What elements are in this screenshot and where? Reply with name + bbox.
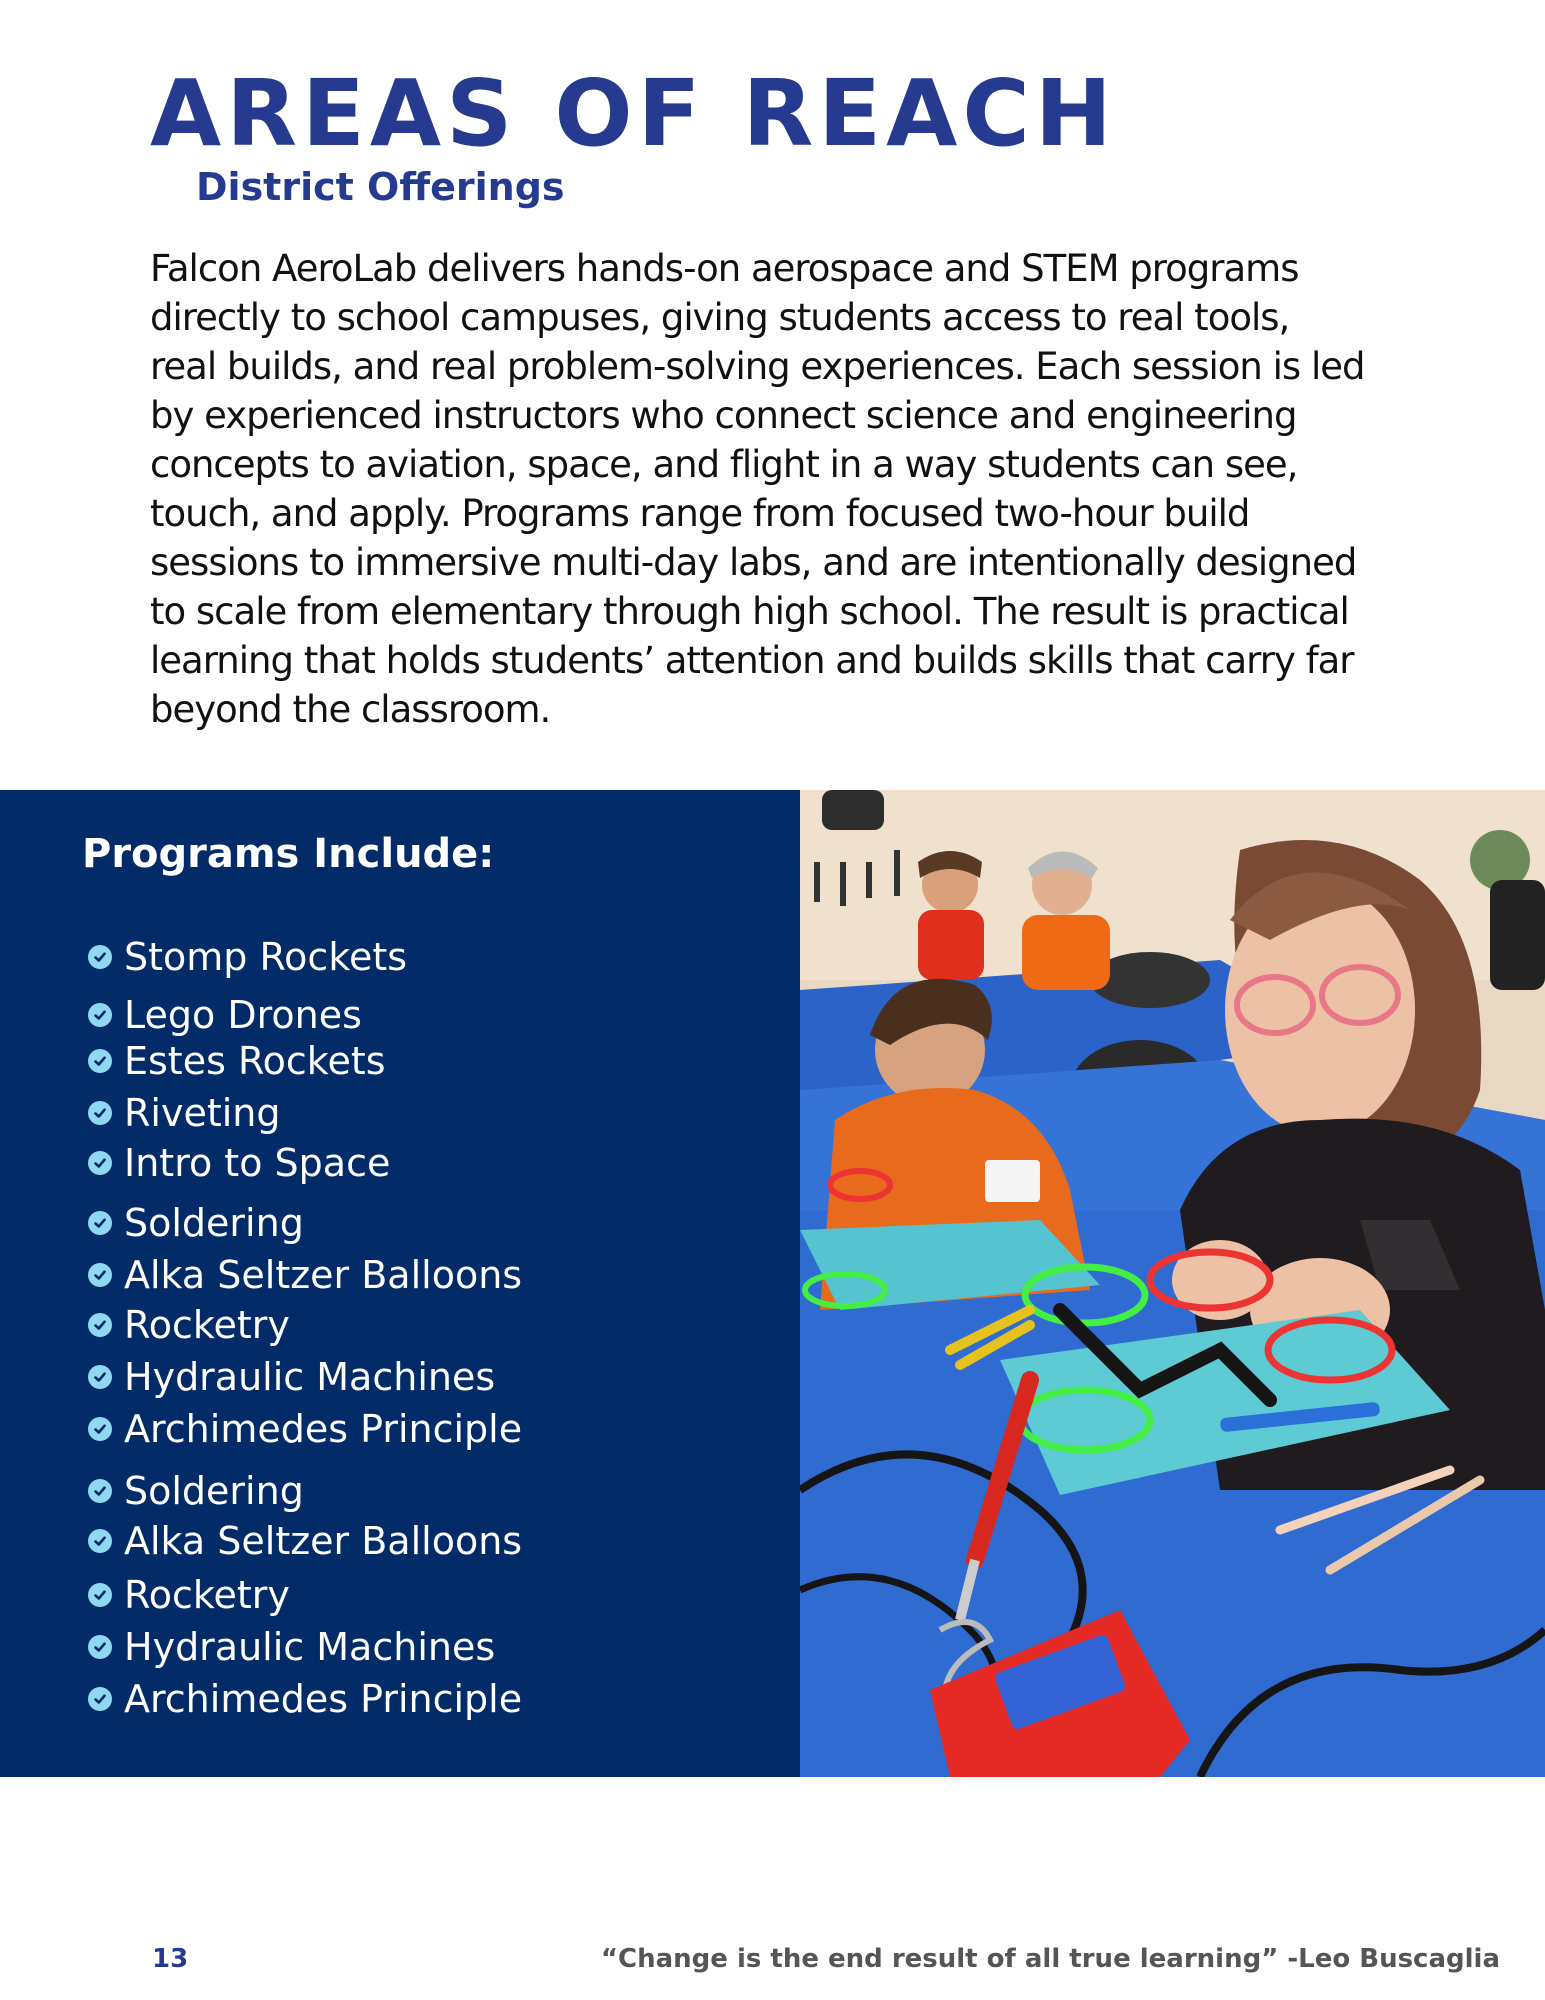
program-label: Riveting	[124, 1091, 281, 1135]
classroom-photo-illustration	[800, 790, 1545, 1777]
check-circle-icon	[88, 1583, 112, 1607]
check-circle-icon	[88, 1211, 112, 1235]
check-circle-icon	[88, 1635, 112, 1659]
program-label: Archimedes Principle	[124, 1677, 523, 1721]
program-label: Intro to Space	[124, 1141, 391, 1185]
check-circle-icon	[88, 1049, 112, 1073]
intro-paragraph: Falcon AeroLab delivers hands-on aerospace and STEM programs directly to school campuses, giving students access to real tools, real builds, and real problem-solving experiences. Each session is led by experienced instructors who connect science and engineering concepts to aviation, space, and flight in a way students can see, touch, and apply. Programs range from focused two-hour build sessions to immersive multi-day labs, and are intentionally designed to scale from elementary through high school. The result is practical learning that holds students’ attention and builds skills that carry far beyond the classroom.	[150, 247, 1365, 731]
check-circle-icon	[88, 945, 112, 969]
check-circle-icon	[88, 1003, 112, 1027]
page-number: 13	[152, 1944, 189, 1974]
program-item	[88, 1201, 304, 1245]
program-label: Archimedes Principle	[124, 1407, 523, 1451]
classroom-photo	[800, 790, 1545, 1777]
program-item	[88, 1469, 304, 1513]
check-circle-icon	[88, 1687, 112, 1711]
programs-panel	[0, 790, 800, 1777]
program-item	[88, 1355, 496, 1399]
program-label: Rocketry	[124, 1573, 290, 1617]
program-item	[88, 1573, 290, 1617]
page-title: AREAS OF REACH	[150, 60, 1117, 167]
program-item	[88, 935, 408, 979]
program-label: Estes Rockets	[124, 1039, 386, 1083]
program-item	[88, 1253, 523, 1297]
check-circle-icon	[88, 1151, 112, 1175]
program-item	[88, 1141, 391, 1185]
check-circle-icon	[88, 1101, 112, 1125]
check-circle-icon	[88, 1365, 112, 1389]
footer-quote: “Change is the end result of all true learning” -Leo Buscaglia	[600, 1944, 1500, 1974]
program-item	[88, 1091, 281, 1135]
program-label: Alka Seltzer Balloons	[124, 1253, 523, 1297]
check-circle-icon	[88, 1417, 112, 1441]
program-label: Stomp Rockets	[124, 935, 408, 979]
program-label: Lego Drones	[124, 993, 362, 1037]
program-label: Soldering	[124, 1201, 304, 1245]
program-label: Hydraulic Machines	[124, 1625, 496, 1669]
program-item	[88, 993, 362, 1037]
program-item	[88, 1677, 523, 1721]
check-circle-icon	[88, 1263, 112, 1287]
program-item	[88, 1039, 386, 1083]
program-label: Alka Seltzer Balloons	[124, 1519, 523, 1563]
program-label: Rocketry	[124, 1303, 290, 1347]
page-subtitle: District Offerings	[196, 165, 565, 209]
programs-heading: Programs Include:	[82, 831, 495, 877]
program-item	[88, 1407, 523, 1451]
program-item	[88, 1519, 523, 1563]
check-circle-icon	[88, 1479, 112, 1503]
program-item	[88, 1625, 496, 1669]
program-item	[88, 1303, 290, 1347]
check-circle-icon	[88, 1529, 112, 1553]
check-circle-icon	[88, 1313, 112, 1337]
program-label: Hydraulic Machines	[124, 1355, 496, 1399]
program-label: Soldering	[124, 1469, 304, 1513]
